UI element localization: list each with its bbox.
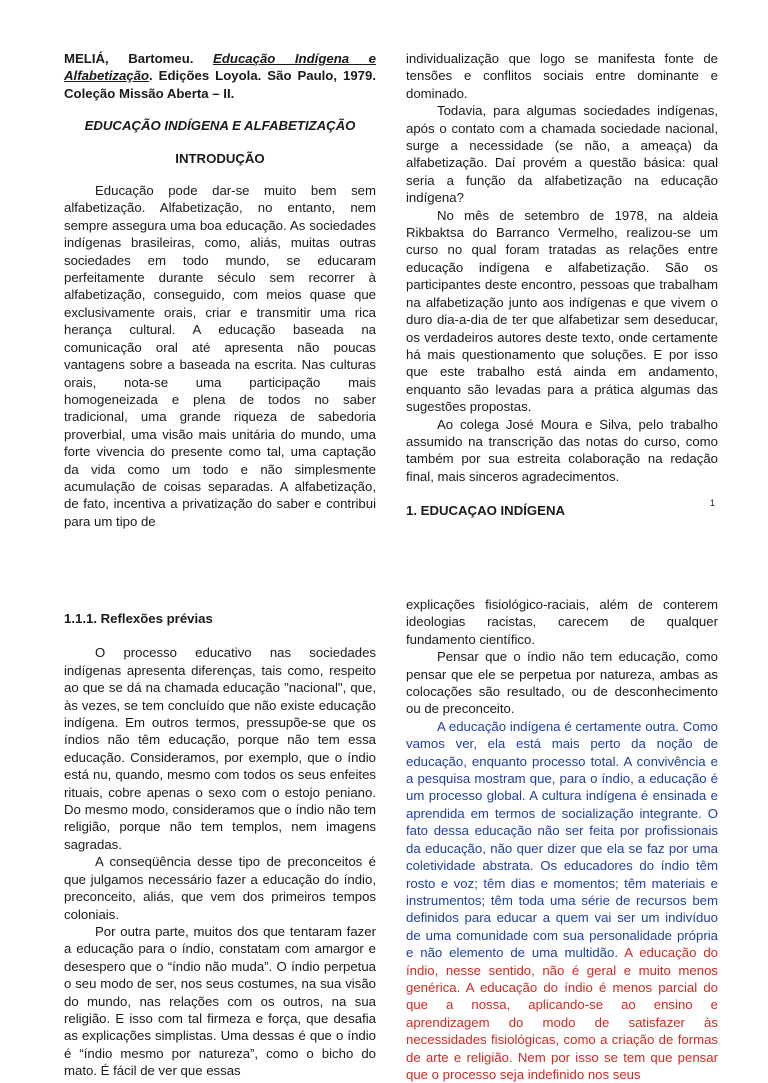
- paragraph-acknowledgement: Ao colega José Moura e Silva, pelo trabalho assumido na transcrição das notas do curso, como também por sua estreita colaboração na redação final, mais sinceros agradecimentos.: [406, 416, 718, 484]
- reference-author: MELIÁ, Bartomeu.: [64, 51, 194, 66]
- highlighted-text-red: A educação do índio, nesse sentido, não é geral e muito menos genérica. A educação do índio é menos parcial do que a nossa, aplicando-se ao ensino e aprendizagem do modo de satisfazer às necessidades fisiológicas, como a criação de formas de arte e religião. Nem por isso se tem que pensar que o processo seja indefinido nos seus: [406, 945, 718, 1082]
- reference-publisher: . Edições Loyola. São Paulo, 1979. Coleção Missão Aberta – II.: [64, 68, 376, 101]
- reference-book-title: Educação Indígena e Alfabetização: [64, 51, 376, 84]
- paragraph-other-side: Por outra parte, muitos dos que tentaram fazer a educação para o índio, constatam com amargor e desespero que o “índio não muda”. O índio perpetua o seu modo de ser, nos seus costumes, na sua visão do mundo, nas relações com os outros, na sua religião. E isso com tal firmeza e força, que desafia as explicações simplistas. Uma dessas é que o índio é “índio mesmo por natureza”, como o bicho do mato. É fácil de ver que essas: [64, 923, 376, 1079]
- paragraph-consequence: A conseqüência desse tipo de preconceitos é que julgamos necessário fazer a educação do índio, preconceito, aliás, que vem dos primeiros tempos coloniais.: [64, 854, 376, 922]
- page1-right-column: [406, 50, 718, 554]
- section-heading: 1. EDUCAÇAO INDÍGENA: [406, 503, 565, 519]
- document-title: EDUCAÇÃO INDÍGENA E ALFABETIZAÇÃO: [84, 118, 356, 134]
- page-1: [0, 0, 768, 540]
- bibliographic-reference: [64, 50, 376, 102]
- paragraph-explanations: explicações fisiológico-raciais, além de conterem ideologias racistas, carecem de qualquer fundamento científico.: [406, 597, 718, 647]
- paragraph-necessity: Todavia, para algumas sociedades indígenas, após o contato com a chamada sociedade nacional, surge a necessidade (se não, a ameaça) da alfabetização. Daí provém a questão básica: qual seria a função da alfabetização na educação indígena?: [406, 103, 718, 206]
- page-number: 1: [710, 498, 716, 508]
- page-gap: [0, 540, 768, 590]
- intro-paragraph: Educação pode dar-se muito bem sem alfabetização. Alfabetização, no entanto, nem sempre assegura uma boa educação. As sociedades indígenas brasileiras, como, aliás, muitas outras sociedades em todo mundo, se educaram perfeitamente durante século sem recorrer à alfabetização, conseguido, com meios quase que exclusivamente orais, criar e transmitir uma rica herança cultural. A educação baseada na comunicação oral até apresenta não poucas vantagens sobre a baseada na escrita. Nas culturas orais, nota-se uma participação mais homogeneizada e plena de todos no saber tradicional, uma grande riqueza de sabedoria proverbial, uma visão mais unitária do mundo, uma forte vivencia do presente como tal, uma captação da vida como um todo e não simplesmente acumulação de coisas separadas. A alfabetização, de fato, incentiva a privatização do saber e contribui para um tipo de: [64, 183, 376, 529]
- paragraph-educational-process: O processo educativo nas sociedades indígenas apresenta diferenças, tais como, respeito ao que se dá na chamada educação "nacional", que, às vezes, se tem concluído que não existe educação indígena. Em outros termos, pressupõe-se que os índios não têm educação, porque não tem essa educação. Consideramos, por exemplo, que o índio está nu, quando, mesmo com todos os seus enfeites rituais, cobre apenas o sexo com o estojo peniano. Do mesmo modo, consideramos que o índio não tem religião, porque não tem templos, nem imagens sagradas.: [64, 645, 376, 852]
- highlighted-text-blue: A educação indígena é certamente outra. Como vamos ver, ela está mais perto da noção de educação, enquanto processo total. A convivência e a pesquisa mostram que, para o índio, a educação é um processo global. A cultura indígena é ensinada e aprendida em termos de socialização integrante. O fato dessa educação não ser feita por profissionais da educação, não quer dizer que ela se faz por uma coletividade abstrata. Os educadores do índio têm rosto e voz; têm dias e momentos; têm materiais e instrumentos; têm toda uma série de recursos bem definidos para educar a quem vai ser um indivíduo de uma comunidade com sua personalidade própria e não elemento de uma multidão.: [406, 718, 718, 961]
- continuation-paragraph: individualização que logo se manifesta fonte de tensões e conflitos sociais entre dominante e dominado.: [406, 51, 718, 101]
- page1-left-column: [64, 50, 376, 530]
- page-2: [0, 590, 768, 1082]
- paragraph-indigenous-education: [406, 718, 718, 1083]
- paragraph-course: No mês de setembro de 1978, na aldeia Rikbaktsa do Barranco Vermelho, realizou-se um curso no qual foram tratadas as relações entre educação indígena e alfabetização. São os participantes deste encontro, pessoas que trabalham na alfabetização junto aos indígenas e que vivem o duro dia-a-dia de ter que alfabetizar sem deseducar, os verdadeiros autores deste texto, onde certamente há mais questionamento que soluções. E por isso que este trabalho está ainda em andamento, enquanto são levadas para a prática algumas das sugestões propostas.: [406, 207, 718, 415]
- intro-heading: INTRODUÇÃO: [175, 150, 265, 166]
- page2-right-column: [406, 596, 718, 1083]
- paragraph-thinking: Pensar que o índio não tem educação, como pensar que ele se perpetua por natureza, ambas as colocações são resultado, ou de desconhecimento ou de preconceito.: [406, 649, 718, 717]
- page2-left-column: [64, 610, 376, 1080]
- subsubsection-heading: 1.1.1. Reflexões prévias: [64, 611, 213, 626]
